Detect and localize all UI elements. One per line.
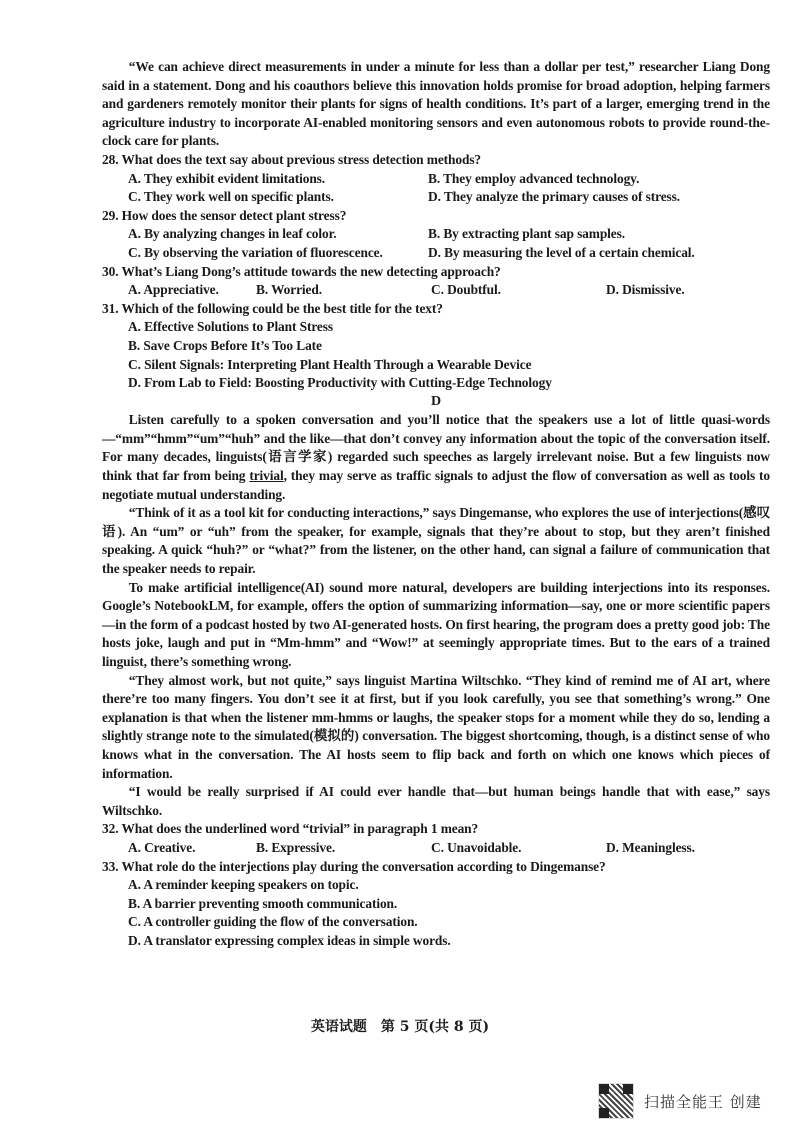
question-31 [102, 300, 770, 393]
option-b: B. Expressive. [256, 839, 336, 855]
option-d: D. Dismissive. [606, 282, 685, 298]
watermark-text: 扫描全能王 创建 [644, 1092, 762, 1111]
option-c: C. A controller guiding the flow of the conversation. [128, 914, 418, 930]
option-b: B. By extracting plant sap samples. [428, 226, 626, 242]
option-b: B. They employ advanced technology. [428, 170, 640, 186]
option-d: D. Meaningless. [606, 839, 695, 855]
option-d: D. From Lab to Field: Boosting Productivity with Cutting-Edge Technology [128, 375, 552, 391]
exam-page [102, 58, 770, 951]
qr-code-icon [598, 1083, 634, 1119]
question-stem: 31. Which of the following could be the best title for the text? [102, 300, 443, 316]
option-c: C. Silent Signals: Interpreting Plant Health Through a Wearable Device [128, 356, 532, 372]
option-d: D. A translator expressing complex ideas in simple words. [128, 932, 451, 948]
question-stem: 30. What’s Liang Dong’s attitude towards the new detecting approach? [102, 263, 501, 279]
question-29 [102, 207, 770, 263]
question-32 [102, 820, 770, 857]
page-footer: 英语试题 第 5 页(共 8 页) [310, 1019, 490, 1035]
passage-d-paragraph-1 [102, 411, 770, 504]
text-span: Listen carefully to a spoken conversation and you’ll notice that the speakers use a lot of little quasi-words—“mm”“hmm”“um”“huh” and the like—that don’t convey any information about the topic of the conversation itself. For many decades, linguists(语言学家) regarded such speeches as largely irrelevant noise. But a few linguists now think that far from being [102, 412, 770, 484]
passage-d-paragraph-4: “They almost work, but not quite,” says linguist Martina Wiltschko. “They kind of remind me of AI art, where there’re too many fingers. You don’t see it at first, but if you look carefully, you see that something’s wrong.” One explanation is that when the listener mm-hmms or laughs, the speaker stops for a moment while they do so, lending a slightly strange note to the simulated(模拟的) conversation. The biggest shortcoming, though, is a distinct sense of who knows what in the conversation. The AI hosts seem to flip back and forth on which one knows which pieces of information. [102, 672, 770, 781]
option-c: C. By observing the variation of fluorescence. [128, 244, 383, 260]
option-a: A. Effective Solutions to Plant Stress [128, 319, 333, 335]
question-28 [102, 151, 770, 207]
option-a: A. Creative. [128, 839, 196, 855]
text-span: , they may serve as traffic signals to adjust the flow of conversation as well as tools to negotiate mutual understanding. [102, 468, 770, 502]
option-b: B. Save Crops Before It’s Too Late [128, 337, 322, 353]
passage-d-paragraph-5: “I would be really surprised if AI could ever handle that—but human beings handle that with ease,” says Wiltschko. [102, 784, 770, 818]
question-stem: 29. How does the sensor detect plant stress? [102, 207, 347, 223]
passage-d-paragraph-3: To make artificial intelligence(AI) sound more natural, developers are building interjections into its responses. Google’s NotebookLM, for example, offers the option of summarizing information—say, one or more scientific papers—in the form of a podcast hosted by two AI-generated hosts. On first hearing, the program does a pretty good job: The hosts joke, laugh and put in “Mm-hmm” and “Wow!” at seemingly appropriate times. But to the ears of a trained linguist, there’s something wrong. [102, 579, 770, 669]
option-b: B. A barrier preventing smooth communication. [128, 895, 398, 911]
option-d: D. They analyze the primary causes of stress. [428, 189, 681, 205]
question-33 [102, 858, 770, 951]
passage-c-paragraph: “We can achieve direct measurements in under a minute for less than a dollar per test,” researcher Liang Dong said in a statement. Dong and his coauthors believe this innovation holds promise for broad adoption, helping farmers and gardeners remotely monitor their plants for signs of health conditions. It’s part of a larger, emerging trend in the agriculture industry to incorporate AI-enabled monitoring sensors and even autonomous robots to provide round-the-clock care for plants. [102, 59, 770, 149]
option-b: B. Worried. [256, 282, 322, 298]
question-30 [102, 263, 770, 300]
option-d: D. By measuring the level of a certain chemical. [428, 244, 695, 260]
question-stem: 28. What does the text say about previous stress detection methods? [102, 151, 482, 167]
option-c: C. Doubtful. [431, 282, 501, 298]
scanner-watermark [598, 1083, 762, 1119]
question-stem: 32. What does the underlined word “trivial” in paragraph 1 mean? [102, 821, 479, 837]
option-c: C. Unavoidable. [431, 839, 522, 855]
option-c: C. They work well on specific plants. [128, 189, 334, 205]
option-a: A. They exhibit evident limitations. [128, 170, 326, 186]
option-a: A. Appreciative. [128, 282, 219, 298]
option-a: A. A reminder keeping speakers on topic. [128, 877, 359, 893]
underlined-word: trivial [249, 468, 284, 484]
option-a: A. By analyzing changes in leaf color. [128, 226, 337, 242]
section-d-heading: D [430, 393, 441, 409]
question-stem: 33. What role do the interjections play during the conversation according to Dingemanse? [102, 858, 606, 874]
passage-d-paragraph-2: “Think of it as a tool kit for conducting interactions,” says Dingemanse, who explores the use of interjections(感叹语). An “um” or “uh” from the speaker, for example, signals that they’re about to stop, but they aren’t finished speaking. A quick “huh?” or “what?” from the listener, on the other hand, can signal a failure of communication that the speaker needs to repair. [102, 505, 770, 577]
